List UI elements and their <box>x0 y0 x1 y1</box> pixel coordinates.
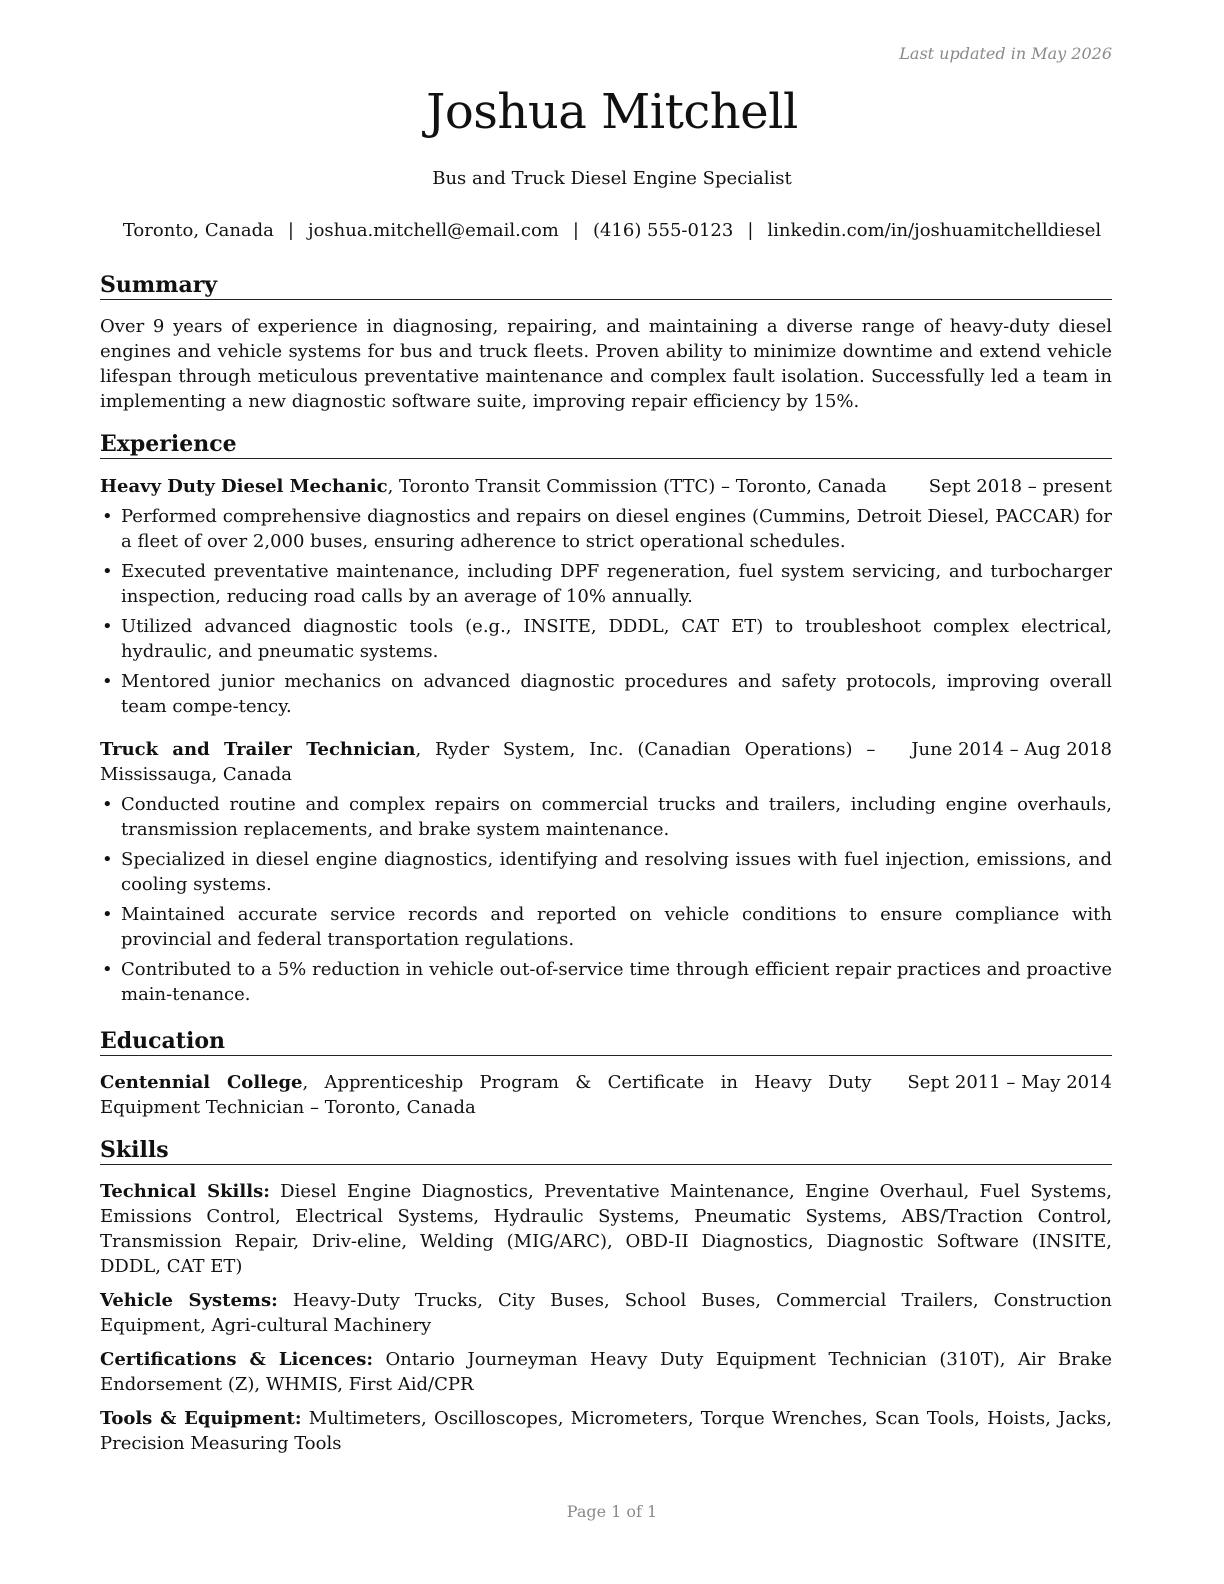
contact-location: Toronto, Canada <box>122 220 274 241</box>
job-org: , Ryder System, Inc. (Canadian Operations) – Mississauga, Canada <box>100 739 876 785</box>
job-bullet: • Utilized advanced diagnostic tools (e.g., INSITE, DDDL, CAT ET) to troubleshoot complex electrical, hydraulic, and pneumatic systems. <box>100 614 1112 664</box>
job-role: Heavy Duty Diesel Mechanic <box>100 476 388 497</box>
education-dates: Sept 2011 – May 2014 <box>907 1072 1112 1093</box>
contact-separator: | <box>572 220 579 241</box>
contact-linkedin-link[interactable]: linkedin.com/in/joshuamitchelldiesel <box>767 220 1102 241</box>
summary-text: Over 9 years of experience in diagnosing, repairing, and maintaining a diverse range of heavy-duty diesel engines and vehicle systems for bus and truck fleets. Proven ability to minimize downtime and extend vehicle lifespan through meticulous preventative maintenance and complex fault isolation. Successfully led a team in implementing a new diagnostic software suite, improving repair efficiency by 15%. <box>100 316 1112 412</box>
contact-separator: | <box>747 220 754 241</box>
skill-group <box>100 1288 1112 1338</box>
job-bullet: • Conducted routine and complex repairs on commercial trucks and trailers, including engine overhauls, transmission replacements, and brake system maintenance. <box>100 792 1112 842</box>
skills-list <box>100 1179 1112 1456</box>
job-header <box>100 474 1112 499</box>
job-bullet: • Contributed to a 5% reduction in vehicle out-of-service time through efficient repair practices and proactive main-tenance. <box>100 957 1112 1007</box>
education-title-line <box>100 1070 907 1120</box>
job-bullets <box>100 792 1112 1007</box>
section-title-education: Education <box>100 1028 1112 1056</box>
job-entry <box>100 474 1112 719</box>
job-title-line <box>100 474 929 499</box>
job-bullet: • Maintained accurate service records and reported on vehicle conditions to ensure compliance with provincial and federal transportation regulations. <box>100 902 1112 952</box>
skill-group <box>100 1406 1112 1456</box>
skill-group-label: Certifications & Licences: <box>100 1349 374 1370</box>
job-dates: Sept 2018 – present <box>928 476 1112 497</box>
skill-group <box>100 1179 1112 1279</box>
experience-section <box>100 431 1112 1012</box>
job-bullet: • Performed comprehensive diagnostics and repairs on diesel engines (Cummins, Detroit Diesel, PACCAR) for a fleet of over 2,000 buses, ensuring adherence to strict operational schedules. <box>100 504 1112 554</box>
job-role: Truck and Trailer Technician <box>100 739 416 760</box>
skill-group-label: Technical Skills: <box>100 1181 270 1202</box>
skill-group-label: Tools & Equipment: <box>100 1408 302 1429</box>
summary-section <box>100 272 1112 414</box>
skill-group <box>100 1347 1112 1397</box>
skill-group-label: Vehicle Systems: <box>100 1290 278 1311</box>
job-header <box>100 737 1112 787</box>
job-dates: June 2014 – Aug 2018 <box>911 739 1112 760</box>
page-number: Page 1 of 1 <box>566 1502 658 1521</box>
last-updated-note: Last updated in May 2026 <box>899 44 1112 63</box>
skill-group-text: Heavy-Duty Trucks, City Buses, School Buses, Commercial Trailers, Construction Equipment, Agri-cultural Machinery <box>100 1290 1112 1336</box>
education-program: , Apprenticeship Program & Certificate in Heavy Duty Equipment Technician – Toronto, Canada <box>100 1072 872 1118</box>
candidate-name: Joshua Mitchell <box>426 84 798 140</box>
job-org: , Toronto Transit Commission (TTC) – Toronto, Canada <box>387 476 887 497</box>
skill-group-text: Multimeters, Oscilloscopes, Micrometers, Torque Wrenches, Scan Tools, Hoists, Jacks, Precision Measuring Tools <box>100 1408 1113 1454</box>
job-title-line <box>100 737 911 787</box>
skill-group-text: Ontario Journeyman Heavy Duty Equipment Technician (310T), Air Brake Endorsement (Z), WHMIS, First Aid/CPR <box>100 1349 1112 1395</box>
section-title-summary: Summary <box>100 272 1112 300</box>
contact-email[interactable]: joshua.mitchell@email.com <box>307 220 559 241</box>
contact-separator: | <box>287 220 294 241</box>
job-bullet: • Mentored junior mechanics on advanced diagnostic procedures and safety protocols, improving overall team compe-tency. <box>100 669 1112 719</box>
section-title-skills: Skills <box>100 1137 1112 1165</box>
skill-group-text: Diesel Engine Diagnostics, Preventative Maintenance, Engine Overhaul, Fuel Systems, Emissions Control, Electrical Systems, Hydraulic Systems, Pneumatic Systems, ABS/Traction Control, Transmission Repair, Driv-eline, Welding (MIG/ARC), OBD-II Diagnostics, Diagnostic Software (INSITE, DDDL, CAT ET) <box>100 1181 1112 1277</box>
skills-section <box>100 1137 1112 1465</box>
contact-phone: (416) 555-0123 <box>592 220 734 241</box>
job-bullet: • Executed preventative maintenance, including DPF regeneration, fuel system servicing, and turbocharger inspection, reducing road calls by an average of 10% annually. <box>100 559 1112 609</box>
education-school: Centennial College <box>100 1072 303 1093</box>
job-bullet: • Specialized in diesel engine diagnostics, identifying and resolving issues with fuel injection, emissions, and cooling systems. <box>100 847 1112 897</box>
job-bullets <box>100 504 1112 719</box>
contact-line <box>0 220 1224 241</box>
education-entry <box>100 1070 1112 1120</box>
education-section <box>100 1028 1112 1120</box>
section-title-experience: Experience <box>100 431 1112 459</box>
candidate-headline: Bus and Truck Diesel Engine Specialist <box>432 168 792 189</box>
job-entry <box>100 737 1112 1007</box>
